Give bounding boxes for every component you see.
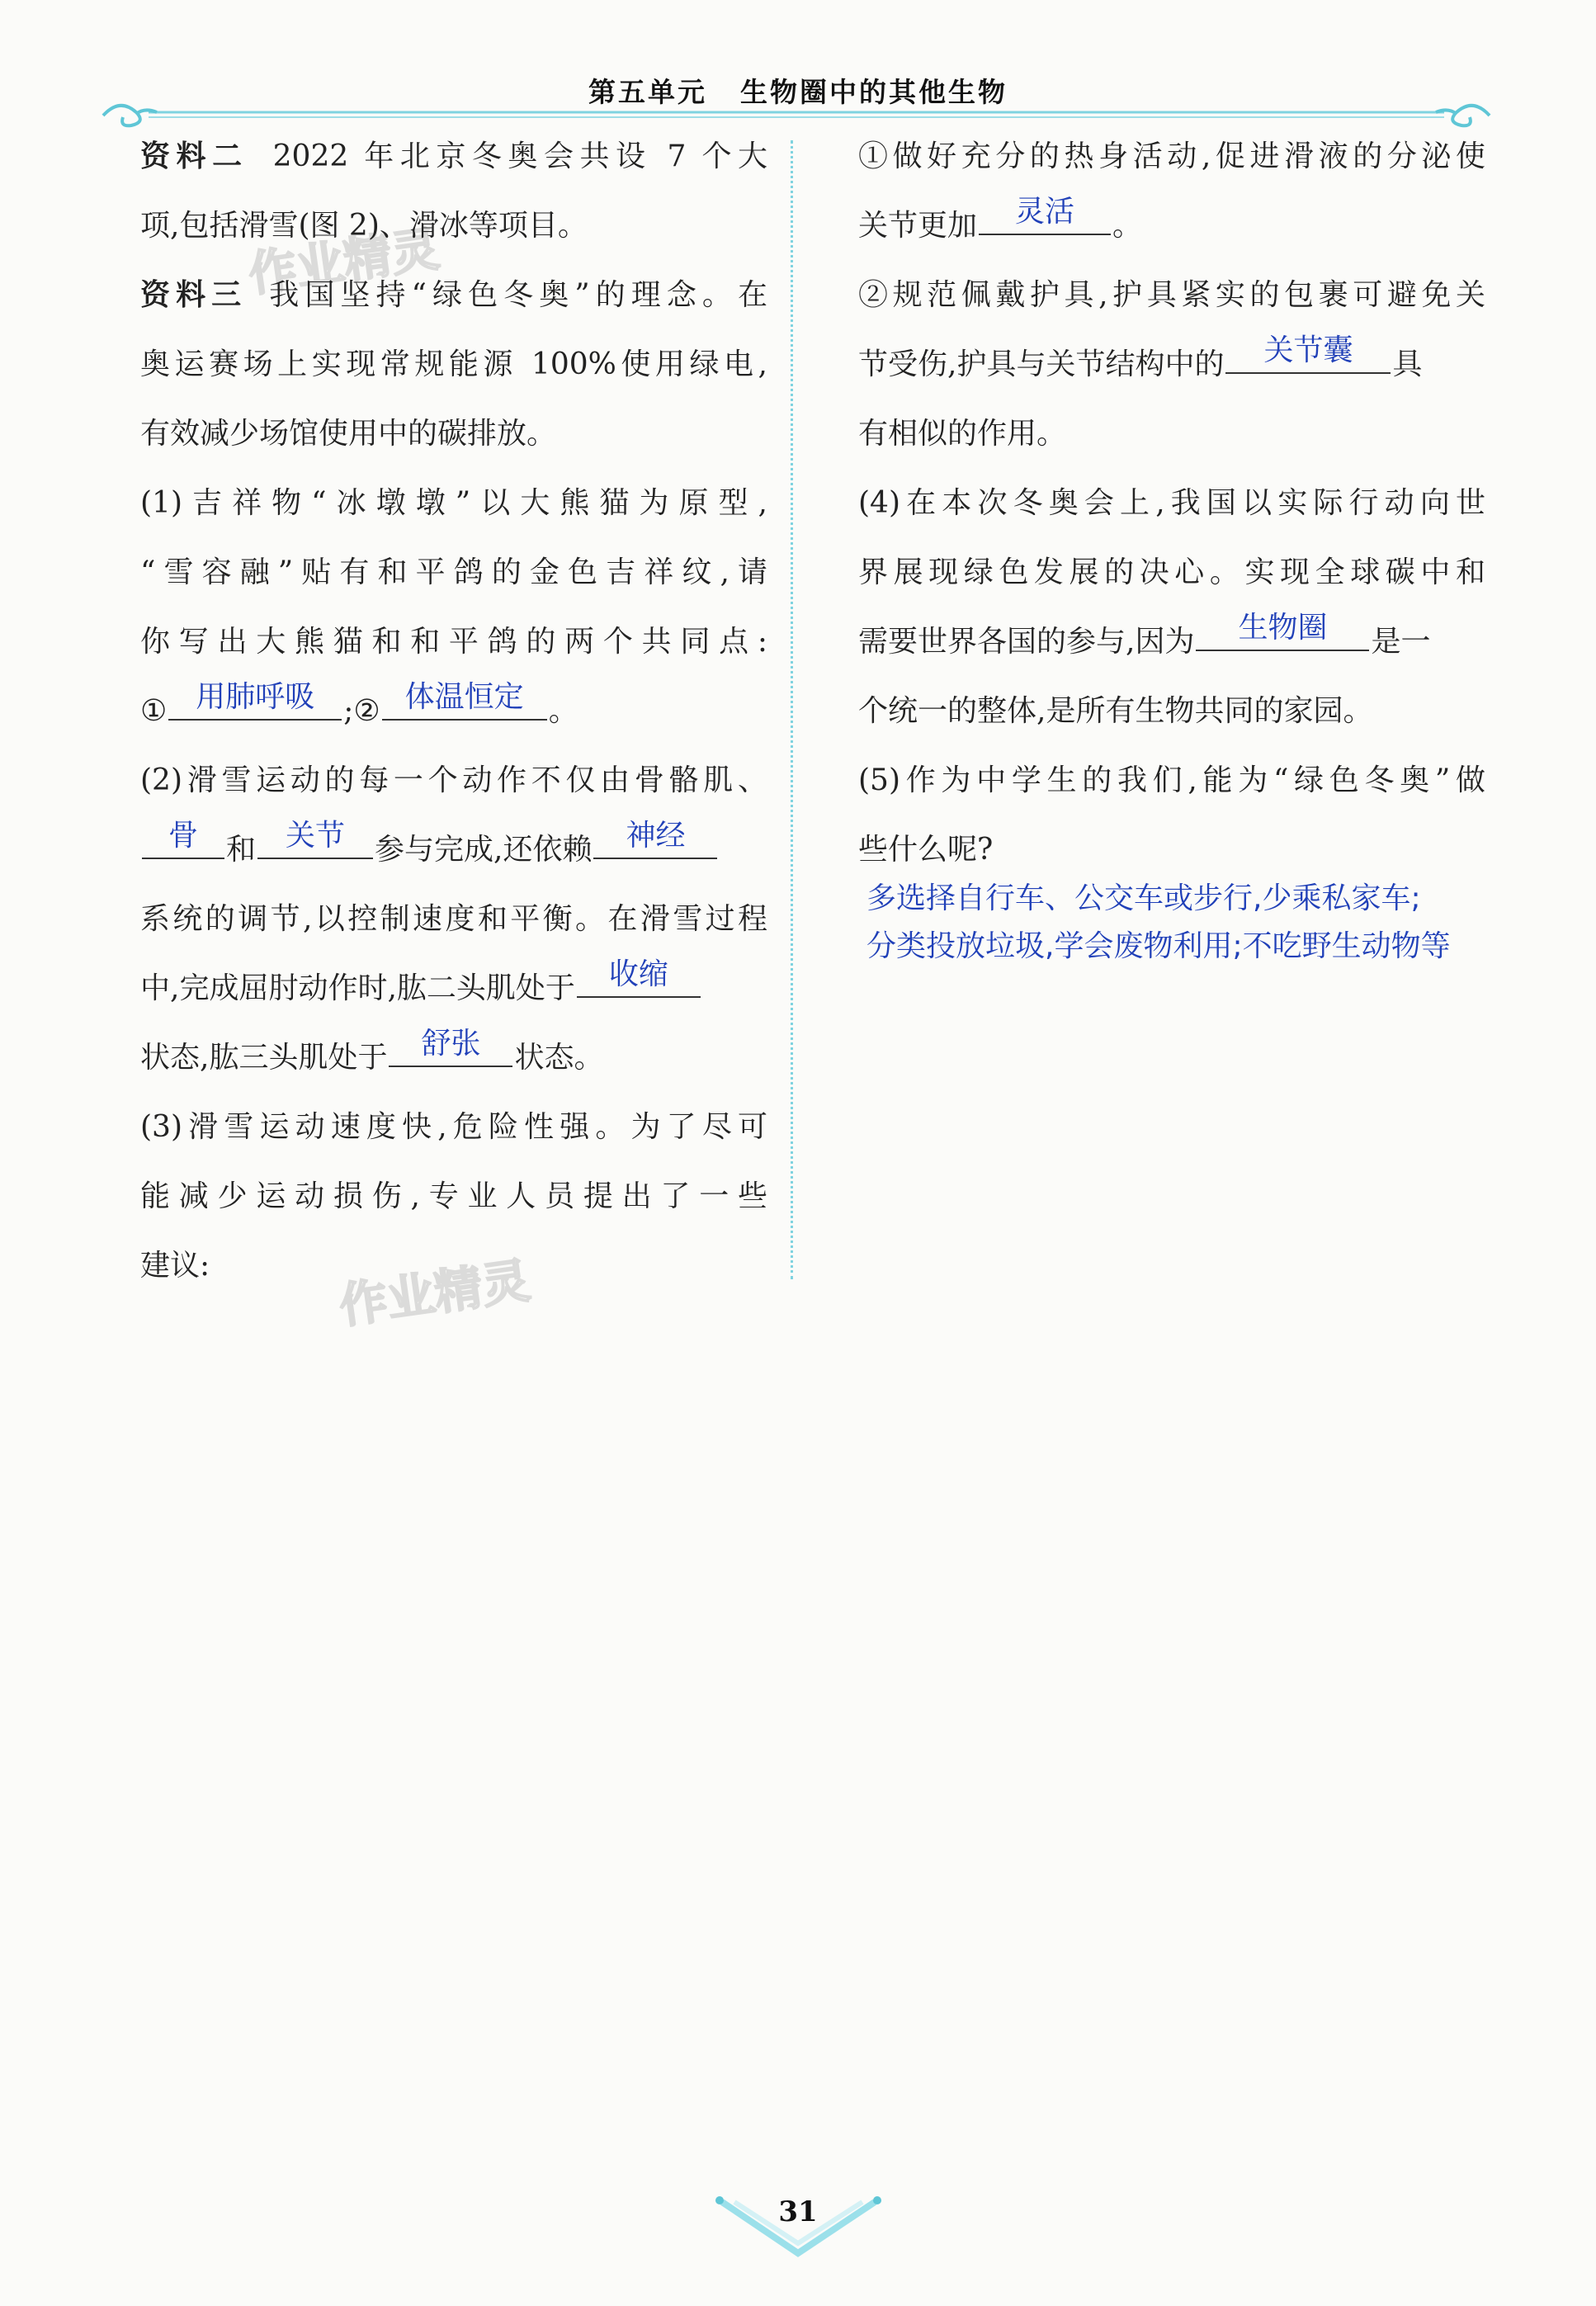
answer-blank[interactable]: [168, 681, 342, 721]
chapter-title: 生物圈中的其他生物: [740, 76, 1008, 108]
answer-text: 生物圈: [1238, 611, 1328, 645]
answer-text: 关节: [286, 819, 346, 853]
text-span: 2022 年北京冬奥会共设 7 个大: [272, 139, 767, 173]
right-column: [858, 122, 1485, 885]
text-line: 你写出大熊猫和和平鸽的两个共同点:: [140, 625, 767, 659]
answer-text: 体温恒定: [404, 680, 524, 714]
text-span: 是一: [1371, 625, 1431, 659]
text-line: 个统一的整体,是所有生物共同的家园。: [858, 694, 1373, 728]
text-line: 系统的调节,以控制速度和平衡。在滑雪过程: [140, 902, 767, 936]
text-line: 有相似的作用。: [858, 417, 1067, 451]
text-line: [858, 330, 1485, 399]
text-span: 状态,肱三头肌处于: [140, 1041, 388, 1075]
text-line: (3)滑雪运动速度快,危险性强。为了尽可: [140, 1110, 767, 1144]
text-line: 界展现绿色发展的决心。实现全球碳中和: [858, 555, 1485, 589]
text-span: 具: [1392, 347, 1423, 381]
text-line: [140, 122, 767, 191]
answer-blank[interactable]: [257, 820, 373, 859]
text-line: [140, 677, 767, 746]
text-line: “雪容融”贴有和平鸽的金色吉祥纹,请: [140, 555, 767, 589]
answer-text: 用肺呼吸: [196, 680, 315, 714]
text-span: 节受伤,护具与关节结构中的: [858, 347, 1225, 381]
text-line: 能减少运动损伤,专业人员提出了一些: [140, 1179, 767, 1213]
text-line: (1)吉祥物“冰墩墩”以大熊猫为原型,: [140, 486, 767, 520]
handwritten-answer: 分类投放垃圾,学会废物利用;不吃野生动物等: [866, 929, 1451, 963]
answer-text: 灵活: [1015, 195, 1075, 229]
text-line: ①做好充分的热身活动,促进滑液的分泌使: [858, 139, 1485, 173]
answer-text: 收缩: [608, 957, 668, 991]
column-divider: [791, 140, 793, 1279]
answer-blank[interactable]: [142, 820, 224, 859]
text-span: 中,完成屈肘动作时,肱二头肌处于: [140, 971, 575, 1005]
text-line: 有效减少场馆使用中的碳排放。: [140, 417, 557, 451]
answer-text: 骨: [168, 819, 198, 853]
text-span: 我国坚持“绿色冬奥”的理念。在: [263, 278, 767, 312]
text-line: (5)作为中学生的我们,能为“绿色冬奥”做: [858, 763, 1485, 797]
answer-blank[interactable]: [577, 958, 701, 998]
text-line: [858, 607, 1485, 677]
text-line: [140, 1023, 767, 1093]
text-span: 和: [226, 833, 257, 867]
answer-blank[interactable]: [1225, 334, 1391, 374]
answer-blank[interactable]: [1196, 612, 1369, 651]
text-span: 关节更加: [858, 209, 978, 243]
text-span: ①: [140, 694, 168, 728]
text-span: 状态。: [514, 1041, 604, 1075]
text-span: 参与完成,还依赖: [375, 833, 593, 867]
material-2-label: 资料二: [140, 139, 248, 173]
text-line: (2)滑雪运动的每一个动作不仅由骨骼肌、: [140, 763, 767, 797]
page-number: 31: [778, 2195, 818, 2228]
text-line: 项,包括滑雪(图 2)、滑冰等项目。: [140, 209, 588, 243]
text-line: 些什么呢?: [858, 833, 994, 867]
text-line: [140, 815, 767, 885]
text-span: ;②: [343, 694, 380, 728]
text-line: 建议:: [140, 1249, 210, 1283]
left-column: [140, 122, 767, 1301]
text-line: [140, 954, 767, 1023]
answer-text: 神经: [626, 819, 686, 853]
text-line: (4)在本次冬奥会上,我国以实际行动向世: [858, 486, 1485, 520]
handwritten-answer: 多选择自行车、公交车或步行,少乘私家车;: [866, 881, 1421, 915]
text-span: 需要世界各国的参与,因为: [858, 625, 1195, 659]
text-line: [140, 261, 767, 330]
unit-label: 第五单元: [588, 76, 707, 108]
material-3-label: 资料三: [140, 278, 248, 312]
text-line: 奥运赛场上实现常规能源 100%使用绿电,: [140, 347, 767, 381]
text-span: 。: [1112, 209, 1143, 243]
answer-text: 舒张: [421, 1027, 481, 1061]
answer-blank[interactable]: [979, 196, 1111, 235]
watermark: 作业精灵: [336, 1252, 534, 1335]
text-line: ②规范佩戴护具,护具紧实的包裹可避免关: [858, 278, 1485, 312]
watermark: 作业精灵: [245, 220, 443, 303]
answer-blank[interactable]: [389, 1028, 512, 1067]
answer-text: 关节囊: [1263, 333, 1353, 367]
text-span: 。: [548, 694, 578, 728]
text-line: [858, 191, 1485, 261]
answer-blank[interactable]: [593, 820, 717, 859]
answer-blank[interactable]: [382, 681, 547, 721]
